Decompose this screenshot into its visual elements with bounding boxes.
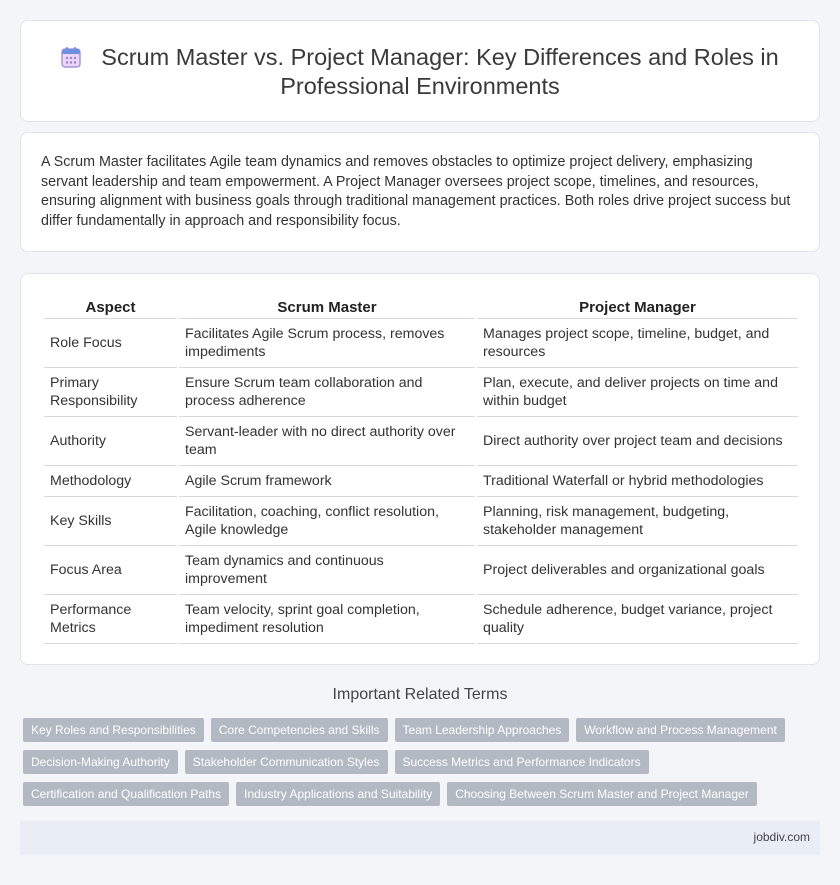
cell-scrum-master: Team dynamics and continuous improvement (179, 546, 475, 595)
cell-scrum-master: Team velocity, sprint goal completion, impediment resolution (179, 595, 475, 644)
cell-aspect: Key Skills (44, 497, 177, 546)
header-scrum-master: Scrum Master (179, 296, 475, 319)
site-link[interactable]: jobdiv.com (753, 830, 810, 844)
table-header-row (44, 296, 798, 319)
table-row (44, 497, 798, 546)
table-row (44, 546, 798, 595)
header-project-manager: Project Manager (477, 296, 798, 319)
tag-link[interactable]: Team Leadership Approaches (395, 718, 570, 742)
header-aspect: Aspect (44, 296, 177, 319)
tag-link[interactable]: Key Roles and Responsibilities (23, 718, 204, 742)
page-title-wrap (21, 43, 819, 101)
tag-row (23, 718, 823, 742)
tag-link[interactable]: Stakeholder Communication Styles (185, 750, 388, 774)
comparison-table (42, 296, 800, 644)
tag-link[interactable]: Choosing Between Scrum Master and Project Manager (447, 782, 756, 806)
calendar-icon (61, 46, 81, 68)
tag-row (23, 750, 823, 774)
tag-link[interactable]: Success Metrics and Performance Indicators (395, 750, 649, 774)
cell-aspect: Methodology (44, 466, 177, 497)
cell-scrum-master: Agile Scrum framework (179, 466, 475, 497)
cell-scrum-master: Facilitates Agile Scrum process, removes impediments (179, 319, 475, 368)
cell-scrum-master: Servant-leader with no direct authority over team (179, 417, 475, 466)
title-card (20, 20, 820, 122)
related-terms-tags (23, 718, 823, 814)
cell-scrum-master: Ensure Scrum team collaboration and process adherence (179, 368, 475, 417)
table-row (44, 417, 798, 466)
table-row (44, 319, 798, 368)
table-row (44, 466, 798, 497)
cell-project-manager: Planning, risk management, budgeting, stakeholder management (477, 497, 798, 546)
intro-card (20, 132, 820, 252)
related-terms-title: Important Related Terms (332, 686, 508, 703)
cell-project-manager: Manages project scope, timeline, budget, and resources (477, 319, 798, 368)
cell-project-manager: Schedule adherence, budget variance, project quality (477, 595, 798, 644)
cell-scrum-master: Facilitation, coaching, conflict resolution, Agile knowledge (179, 497, 475, 546)
cell-project-manager: Plan, execute, and deliver projects on time and within budget (477, 368, 798, 417)
cell-aspect: Authority (44, 417, 177, 466)
table-row (44, 368, 798, 417)
tag-link[interactable]: Certification and Qualification Paths (23, 782, 229, 806)
tag-link[interactable]: Workflow and Process Management (576, 718, 785, 742)
cell-aspect: Primary Responsibility (44, 368, 177, 417)
cell-aspect: Performance Metrics (44, 595, 177, 644)
page-title: Scrum Master vs. Project Manager: Key Differences and Roles in Professional Environments (101, 44, 779, 99)
tag-link[interactable]: Industry Applications and Suitability (236, 782, 440, 806)
footer-bar (20, 821, 820, 855)
tag-link[interactable]: Core Competencies and Skills (211, 718, 388, 742)
tag-row (23, 782, 823, 806)
cell-aspect: Focus Area (44, 546, 177, 595)
cell-project-manager: Project deliverables and organizational goals (477, 546, 798, 595)
cell-project-manager: Traditional Waterfall or hybrid methodologies (477, 466, 798, 497)
tag-link[interactable]: Decision-Making Authority (23, 750, 178, 774)
cell-project-manager: Direct authority over project team and decisions (477, 417, 798, 466)
table-row (44, 595, 798, 644)
cell-aspect: Role Focus (44, 319, 177, 368)
intro-paragraph: A Scrum Master facilitates Agile team dynamics and removes obstacles to optimize project delivery, emphasizing servant leadership and team empowerment. A Project Manager oversees project scope, timelines, and resources, ensuring alignment with business goals through traditional management practices. Both roles drive project success but differ fundamentally in approach and responsibility focus. (41, 154, 791, 229)
comparison-card (20, 273, 820, 665)
